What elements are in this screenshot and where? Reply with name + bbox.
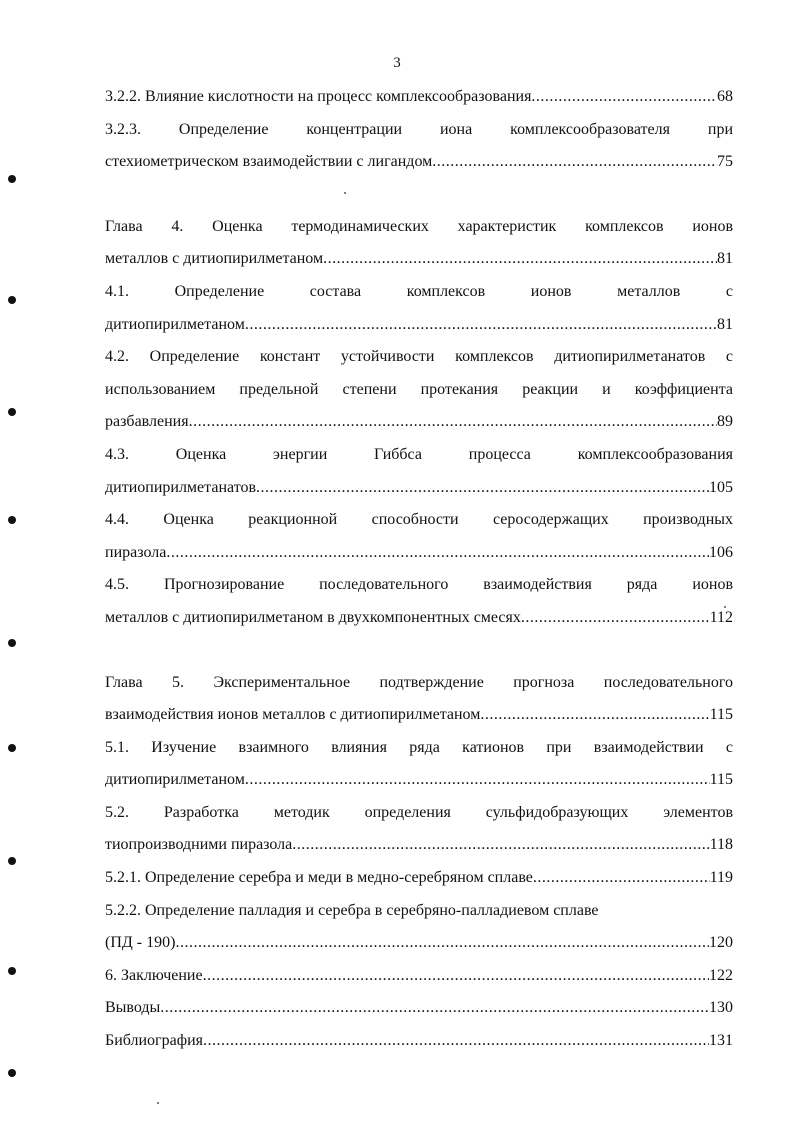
toc-text-line: 4.4. Оценка реакционной способности серосодержащих производных [105,511,733,529]
toc-entry [105,995,733,1028]
binding-hole-mark [8,967,16,975]
toc-entry-title: тиопроизводними пиразола [105,836,293,854]
toc-entry-title: Выводы [105,999,161,1017]
dot-leader [175,931,709,955]
dot-leader [533,866,710,890]
toc-page-number: 118 [709,836,733,854]
dot-leader [521,606,710,630]
binding-hole-mark [8,175,16,183]
dot-leader [245,313,717,337]
toc-entry-title: металлов с дитиопирилметаном [105,250,324,268]
scan-speck [344,192,346,194]
toc-entry-title: 5.2.1. Определение серебра и меди в медно-серебряном сплаве [105,869,533,887]
scan-speck [157,1102,159,1104]
toc-entry-title: дитиопирилметаном [105,771,245,789]
toc-entry-title: пиразола [105,543,167,561]
toc-text-line: 5.1. Изучение взаимного влияния ряда катионов при взаимодействии с [105,738,733,756]
binding-hole-mark [8,744,16,752]
toc-page-number: 112 [709,608,733,626]
binding-hole-mark [8,639,16,647]
toc-page-number: 68 [717,88,733,105]
toc-entry-title: (ПД - 190) [105,934,176,952]
toc-text-line: 4.3. Оценка энергии Гиббса процесса комплексообразования [105,445,733,463]
binding-hole-mark [8,1069,16,1077]
toc-entry [105,767,733,800]
toc-entry-title: металлов с дитиопирилметаном в двухкомпонентных смесях [105,608,521,626]
dot-leader [203,964,709,988]
toc-text-line: Глава 5. Экспериментальное подтверждение прогноза последовательного [105,673,733,691]
toc-entry-title: стехиометрическом взаимодействии с лигандом [105,153,433,171]
toc-text-line: Глава 4. Оценка термодинамических характеристик комплексов ионов [105,217,733,235]
toc-page-number: 106 [709,543,733,561]
scan-speck [724,606,726,608]
toc-entry [105,865,733,898]
dot-leader [531,85,717,109]
toc-entry [105,246,733,279]
toc-entry [105,312,733,345]
dot-leader [203,1029,709,1053]
toc-entry [105,84,733,117]
toc-text-line: использованием предельной степени протекания реакции и коэффициента [105,380,733,398]
table-of-contents [105,84,733,1061]
toc-page-number: 89 [717,413,733,431]
dot-leader [256,476,709,500]
dot-leader [292,833,709,857]
toc-entry-title: разбавления [105,413,189,431]
toc-entry-title: Библиография [105,1032,203,1050]
toc-page-number: 122 [709,966,733,984]
dot-leader [480,703,709,727]
toc-entry [105,475,733,508]
dot-leader [160,996,709,1020]
page-number: 3 [393,55,401,71]
toc-entry [105,149,733,182]
binding-hole-mark [8,408,16,416]
toc-text-line: 3.2.3. Определение концентрации иона комплексообразователя при [105,120,733,138]
toc-page-number: 81 [717,315,733,333]
toc-page-number: 131 [709,1032,733,1050]
toc-entry [105,702,733,735]
binding-hole-mark [8,857,16,865]
toc-text-line: 4.5. Прогнозирование последовательного взаимодействия ряда ионов [105,576,733,594]
toc-page-number: 120 [709,934,733,952]
toc-page-number: 75 [717,153,733,171]
toc-entry [105,540,733,573]
toc-page-number: 119 [709,869,733,887]
toc-text-line: 5.2. Разработка методик определения сульфидобразующих элементов [105,803,733,821]
dot-leader [245,768,710,792]
toc-entry-title: дитиопирилметаном [105,315,245,333]
toc-entry [105,930,733,963]
toc-entry-title: 6. Заключение [105,966,203,984]
dot-leader [189,410,717,434]
toc-entry [105,409,733,442]
dot-leader [166,541,709,565]
binding-hole-mark [8,296,16,304]
toc-entry-title: взаимодействия ионов металлов с дитиопирилметаном [105,706,481,724]
dot-leader [432,150,717,174]
toc-page-number: 115 [709,706,733,724]
binding-hole-mark [8,516,16,524]
toc-text-line: 4.1. Определение состава комплексов ионов металлов с [105,282,733,300]
toc-entry [105,1028,733,1061]
dot-leader [323,247,717,271]
toc-page-number: 81 [717,250,733,268]
toc-page-number: 105 [709,478,733,496]
toc-entry [105,963,733,996]
toc-page-number: 130 [709,999,733,1017]
toc-entry [105,605,733,638]
toc-entry-title: дитиопирилметанатов [105,478,257,496]
toc-entry-title: 3.2.2. Влияние кислотности на процесс комплексообразования [105,88,532,105]
toc-entry [105,832,733,865]
toc-page-number: 115 [709,771,733,789]
toc-text-line: 5.2.2. Определение палладия и серебра в серебряно-палладиевом сплаве [105,901,599,919]
toc-text-line: 4.2. Определение констант устойчивости комплексов дитиопирилметанатов с [105,348,733,366]
